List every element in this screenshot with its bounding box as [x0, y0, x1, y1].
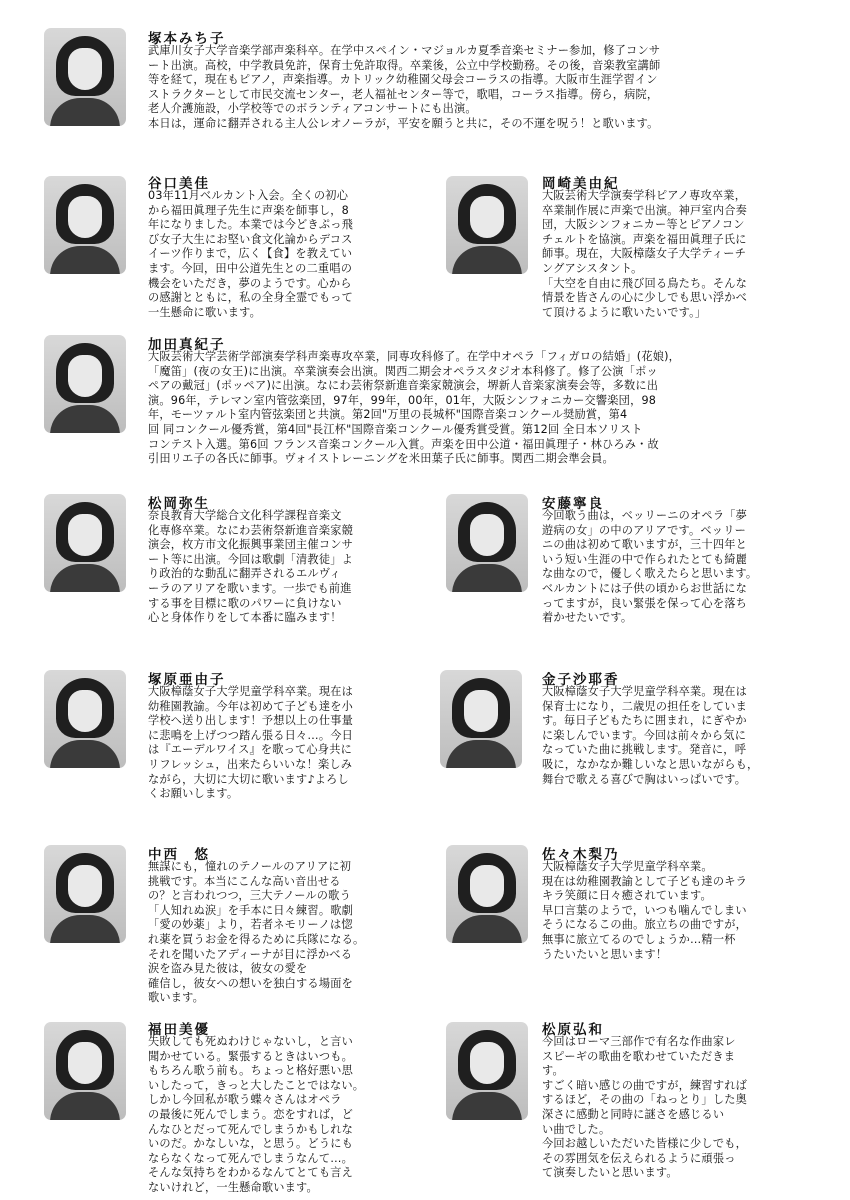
profile-name: 塚原亜由子 — [148, 672, 226, 688]
profile-bio: 03年11月ベルカント入会。全くの初心 から福田眞理子先生に声楽を師事し，8 年になりました。本業では今どきぷっ飛 び女子大生にお堅い食文化論からデコス イーツ作りまで，広く【食】を教えてい ます。今回，田中公道先生との二重唱の 機会をいただき，夢のようです。心から の感謝とともに，私の全身全霊でもって 一生懸命に歌います。 — [148, 189, 353, 319]
profile-name: 金子沙耶香 — [542, 672, 620, 688]
profile-bio: 無謀にも，憧れのテノールのアリアに初 挑戦です。本当にこんな高い音出せる の？と言われつつ，三大テノールの歌う 「人知れぬ涙」を手本に日々練習。歌劇 「愛の妙薬」より，若者ネモリーノは惚 れ薬を買うお金を得るために兵隊になる。 それを聞いたアディーナが目に浮かべる 涙を盗み見た彼は，彼女の愛を 確信し，彼女への想いを独白する場面を 歌います。 — [148, 860, 365, 1005]
portrait-photo — [440, 670, 522, 768]
portrait-photo — [44, 335, 126, 433]
portrait-photo — [44, 845, 126, 943]
profile-name: 福田美優 — [148, 1022, 210, 1038]
profile-bio: 大阪芸術大学芸術学部演奏学科声楽専攻卒業，同専攻科修了。在学中オペラ「フィガロの結婚」(花娘)， 「魔笛」(夜の女王)に出演。卒業演奏会出演。関西二期会オペラスタジオ本科修了。修了公演「ポッ ペアの戴冠」(ポッペア)に出演。なにわ芸術祭新進音楽家競演会，堺新人音楽家演奏会等，多数に出 演。96年，テレマン室内管弦楽団，97年，99年，00年，01年，大阪シンフォニカー交響楽団，98 年，モーツァルト室内管弦楽団と共演。第2回"万里の長城杯"国際音楽コンクール奨励賞，第4 回 同コンクール優秀賞，第4回"長江杯"国際音楽コンクール優秀賞受賞。第12回 全日本ソリスト コンテスト入選。第6回 フランス音楽コンクール入賞。声楽を田中公道・福田眞理子・林ひろみ・故 引田リエ子の各氏に師事。ヴォイストレーニングを米田葉子氏に師事。関西二期会準会員。 — [148, 350, 681, 466]
portrait-photo — [446, 176, 528, 274]
profile-bio: 武庫川女子大学音楽学部声楽科卒。在学中スペイン・マジョルカ夏季音楽セミナー参加，修了コンサ ート出演。高校，中学教員免許，保育士免許取得。卒業後，公立中学校勤務。その後，音楽教室講師 等を経て，現在もピアノ，声楽指導。カトリック幼稚園父母会コーラスの指導。大阪市生涯学習イン ストラクターとして市民交流センター，老人福祉センター等で，歌唱，コーラス指導。傍ら，病院， 老人介護施設，小学校等でのボランティアコンサートにも出演。 本日は，運命に翻弄される主人公レオノーラが，平安を願うと共に，その不運を呪う！と歌います。 — [148, 44, 661, 130]
profile-bio: 大阪樟蔭女子大学児童学科卒業。現在は 保育士になり，二歳児の担任をしていま す。毎日子どもたちに囲まれ，にぎやか に楽しんでいます。今回は前々から気に なっていた曲に挑戦します。発音に，呼 吸に，なかなか難しいなと思いながらも， 舞台で歌える喜びで胸はいっぱいです。 — [542, 685, 759, 786]
profile-name: 安藤寧良 — [542, 496, 604, 512]
profile-name: 中西 悠 — [148, 847, 210, 863]
profile-bio: 大阪芸術大学演奏学科ピアノ専攻卒業， 卒業制作展に声楽で出演。神戸室内合奏 団，大阪シンフォニカー等とピアノコン チェルトを協演。声楽を福田眞理子氏に 師事。現在，大阪樟蔭女子大学ティーチ ングアシスタント。 「大空を自由に飛び回る鳥たち。そんな 情景を皆さんの心に少しでも思い浮かべ て頂けるように歌いたいです。」 — [542, 189, 747, 319]
profile-name: 塚本みち子 — [148, 31, 226, 47]
profile-name: 加田真紀子 — [148, 337, 226, 353]
portrait-photo — [446, 494, 528, 592]
profile-name: 谷口美佳 — [148, 176, 210, 192]
portrait-photo — [44, 494, 126, 592]
profile-bio: 奈良教育大学総合文化科学課程音楽文 化専修卒業。なにわ芸術祭新進音楽家競 演会，枚方市文化振興事業団主催コンサ ート等に出演。今回は歌劇「清教徒」よ り政治的な動乱に翻弄されるエルヴィ ーラのアリアを歌います。一歩でも前進 する事を目標に歌のパワーに負けない 心と身体作りをして本番に臨みます！ — [148, 509, 353, 625]
profile-bio: 大阪樟蔭女子大学児童学科卒業。現在は 幼稚園教諭。今年は初めて子ども達を小 学校へ送り出します！予想以上の仕事量 に悲鳴を上げつつ踏ん張る日々…。今日 は『エーデルワイス』を歌って心身共に リフレッシュ，出来たらいいな！楽しみ ながら，大切に大切に歌います♪よろし くお願いします。 — [148, 685, 353, 801]
profile-name: 佐々木梨乃 — [542, 847, 620, 863]
profile-bio: 今回はローマ三部作で有名な作曲家レ スピーギの歌曲を歌わせていただきま す。 すごく暗い感じの曲ですが，練習すれば するほど，その曲の「ねっとり」した奥 深さに感動と同時に謎さを感じるい い曲でした。 今回お越しいただいた皆様に少しでも， その雰囲気を伝えられるように頑張っ て演奏したいと思います。 — [542, 1035, 747, 1180]
portrait-photo — [44, 176, 126, 274]
profile-name: 松岡弥生 — [148, 496, 210, 512]
profile-bio: 今回歌う曲は，ベッリーニのオペラ「夢 遊病の女」の中のアリアです。ベッリー ニの曲は初めて歌いますが，三十四年と いう短い生涯の中で作られたとても綺麗 な曲なので，優しく歌えたらと思います。 ベルカントには子供の頃からお世話にな ってますが，良い緊張を保って心を落ち 着かせたいです。 — [542, 509, 758, 625]
profile-bio: 失敗しても死ぬわけじゃないし，と言い 聞かせている。緊張するときはいつも。 もちろん歌う前も。ちょっと格好悪い思 いしたって，きっと大したことではない。 しかし今回私が歌う蝶々さんはオペラ の最後に死んでしまう。恋をすれば，ど んなひとだって死んでしまうかもしれな いのだ。かなしいな，と思う。どうにも ならなくなって死んでしまうなんて…。 そんな気持ちをわかるなんてとても言え ないけれど，一生懸命歌います。 — [148, 1035, 365, 1194]
profile-bio: 大阪樟蔭女子大学児童学科卒業。 現在は幼稚園教諭として子ども達のキラ キラ笑顔に日々癒されています。 早口言葉のようで，いつも噛んでしまい そうになるこの曲。旅立ちの曲ですが， 無事に旅立てるのでしょうか…精一杯 うたいたいと思います！ — [542, 860, 747, 961]
portrait-photo — [446, 1022, 528, 1120]
portrait-photo — [44, 670, 126, 768]
portrait-photo — [44, 1022, 126, 1120]
profile-name: 松原弘和 — [542, 1022, 604, 1038]
portrait-photo — [44, 28, 126, 126]
profile-name: 岡崎美由紀 — [542, 176, 620, 192]
portrait-photo — [446, 845, 528, 943]
